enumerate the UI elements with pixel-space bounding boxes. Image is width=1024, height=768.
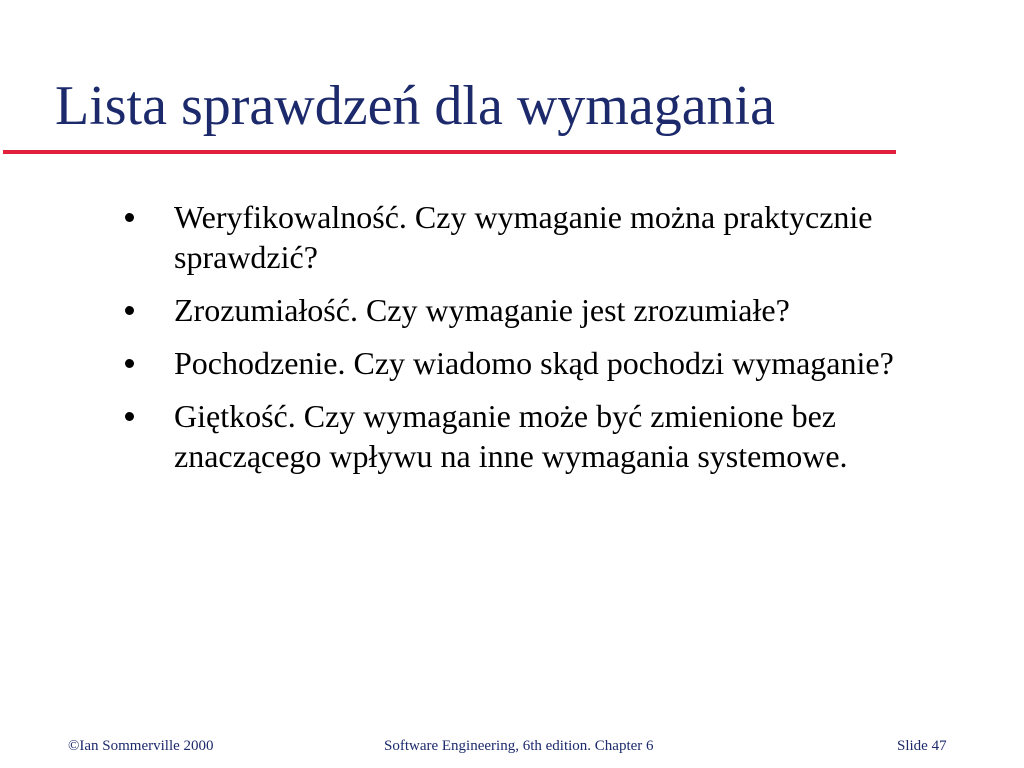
bullet-dot-icon xyxy=(125,412,134,421)
footer-book-title: Software Engineering, 6th edition. Chapter 6 xyxy=(384,738,654,754)
bullet-item xyxy=(122,343,952,383)
bullet-text: Weryfikowalność. Czy wymaganie można praktycznie sprawdzić? xyxy=(174,199,873,275)
footer-copyright: ©Ian Sommerville 2000 xyxy=(68,738,214,754)
bullet-list xyxy=(122,197,952,489)
bullet-dot-icon xyxy=(125,359,134,368)
bullet-text: Pochodzenie. Czy wiadomo skąd pochodzi wymaganie? xyxy=(174,345,894,381)
bullet-dot-icon xyxy=(125,306,134,315)
bullet-item xyxy=(122,197,952,277)
bullet-text: Zrozumiałość. Czy wymaganie jest zrozumiałe? xyxy=(174,292,790,328)
bullet-text: Giętkość. Czy wymaganie może być zmienione bez znaczącego wpływu na inne wymagania systemowe. xyxy=(174,398,848,474)
bullet-item xyxy=(122,396,952,476)
footer-slide-number: Slide 47 xyxy=(897,738,947,754)
bullet-dot-icon xyxy=(125,213,134,222)
slide-title: Lista sprawdzeń dla wymagania xyxy=(55,75,775,137)
title-underline xyxy=(3,150,896,154)
bullet-item xyxy=(122,290,952,330)
